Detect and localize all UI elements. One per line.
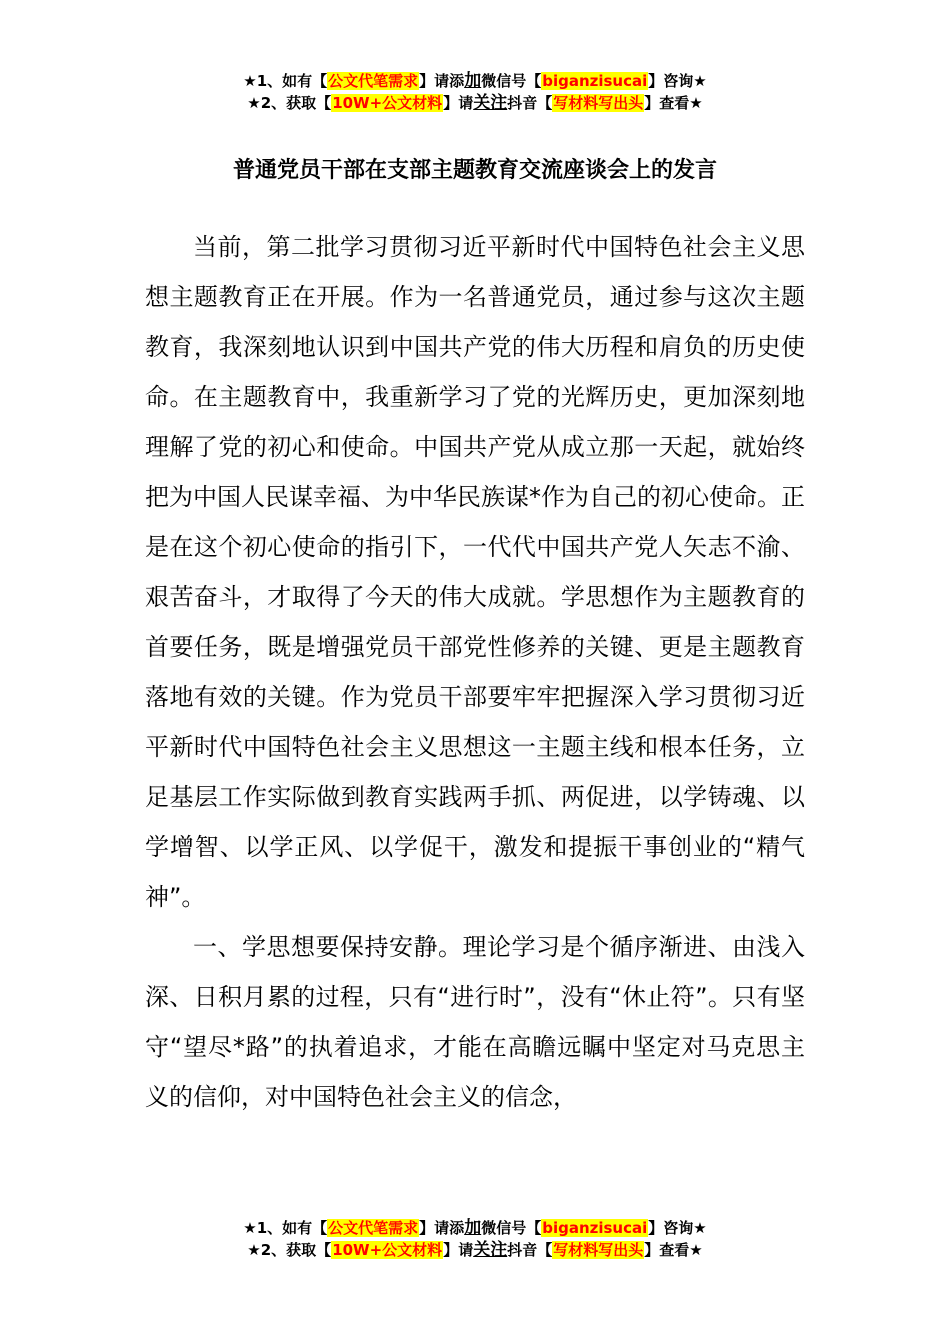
highlight-materials: 10W+公文材料	[332, 1241, 443, 1259]
highlight-douyin: 写材料写出头	[553, 1241, 644, 1259]
banner-emphasis: 关注	[473, 93, 508, 113]
banner-text: 抖音【	[507, 94, 553, 112]
highlight-wechat-id: biganzisucai	[542, 72, 648, 90]
body-paragraph: 一、学思想要保持安静。理论学习是个循序渐进、由浅入深、日积月累的过程，只有“进行时”，没有“休止符”。只有坚守“望尽*路”的执着追求，才能在高瞻远瞩中坚定对马克思主义的信仰，对中国特色社会主义的信念，	[145, 933, 805, 1111]
banner-text: 微信号【	[481, 72, 542, 90]
banner-text: 】请添	[419, 1219, 465, 1237]
banner-text: 】请	[443, 1241, 474, 1259]
banner-line-1	[0, 1217, 950, 1239]
banner-text: ★1、如有【	[243, 72, 328, 90]
banner-text: 微信号【	[481, 1219, 542, 1237]
banner-line-1	[0, 70, 950, 92]
highlight-materials: 10W+公文材料	[332, 94, 443, 112]
highlight-service: 公文代笔需求	[328, 1219, 419, 1237]
banner-text: 】查看★	[644, 1241, 703, 1259]
banner-line-2	[0, 1239, 950, 1261]
banner-text: 抖音【	[507, 1241, 553, 1259]
highlight-douyin: 写材料写出头	[553, 94, 644, 112]
banner-text: 】咨询★	[648, 1219, 707, 1237]
document-body	[145, 222, 805, 1122]
banner-text: 】咨询★	[648, 72, 707, 90]
banner-emphasis: 加	[464, 71, 482, 91]
banner-text: ★2、获取【	[247, 1241, 332, 1259]
banner-text: ★2、获取【	[247, 94, 332, 112]
banner-text: ★1、如有【	[243, 1219, 328, 1237]
banner-text: 】查看★	[644, 94, 703, 112]
highlight-wechat-id: biganzisucai	[542, 1219, 648, 1237]
banner-text: 】请添	[419, 72, 465, 90]
banner-emphasis: 加	[464, 1218, 482, 1238]
body-paragraph: 当前，第二批学习贯彻习近平新时代中国特色社会主义思想主题教育正在开展。作为一名普通党员，通过参与这次主题教育，我深刻地认识到中国共产党的伟大历程和肩负的历史使命。在主题教育中，我重新学习了党的光辉历史，更加深刻地理解了党的初心和使命。中国共产党从成立那一天起，就始终把为中国人民谋幸福、为中华民族谋*作为自己的初心使命。正是在这个初心使命的指引下，一代代中国共产党人矢志不渝、艰苦奋斗，才取得了今天的伟大成就。学思想作为主题教育的首要任务，既是增强党员干部党性修养的关键、更是主题教育落地有效的关键。作为党员干部要牢牢把握深入学习贯彻习近平新时代中国特色社会主义思想这一主题主线和根本任务，立足基层工作实际做到教育实践两手抓、两促进，以学铸魂、以学增智、以学正风、以学促干，激发和提振干事创业的“精气神”。	[145, 233, 805, 911]
banner-text: 】请	[443, 94, 474, 112]
banner-emphasis: 关注	[473, 1240, 508, 1260]
document-title: 普通党员干部在支部主题教育交流座谈会上的发言	[232, 158, 717, 183]
header-banner	[0, 70, 950, 114]
footer-banner	[0, 1217, 950, 1261]
highlight-service: 公文代笔需求	[328, 72, 419, 90]
banner-line-2	[0, 92, 950, 114]
